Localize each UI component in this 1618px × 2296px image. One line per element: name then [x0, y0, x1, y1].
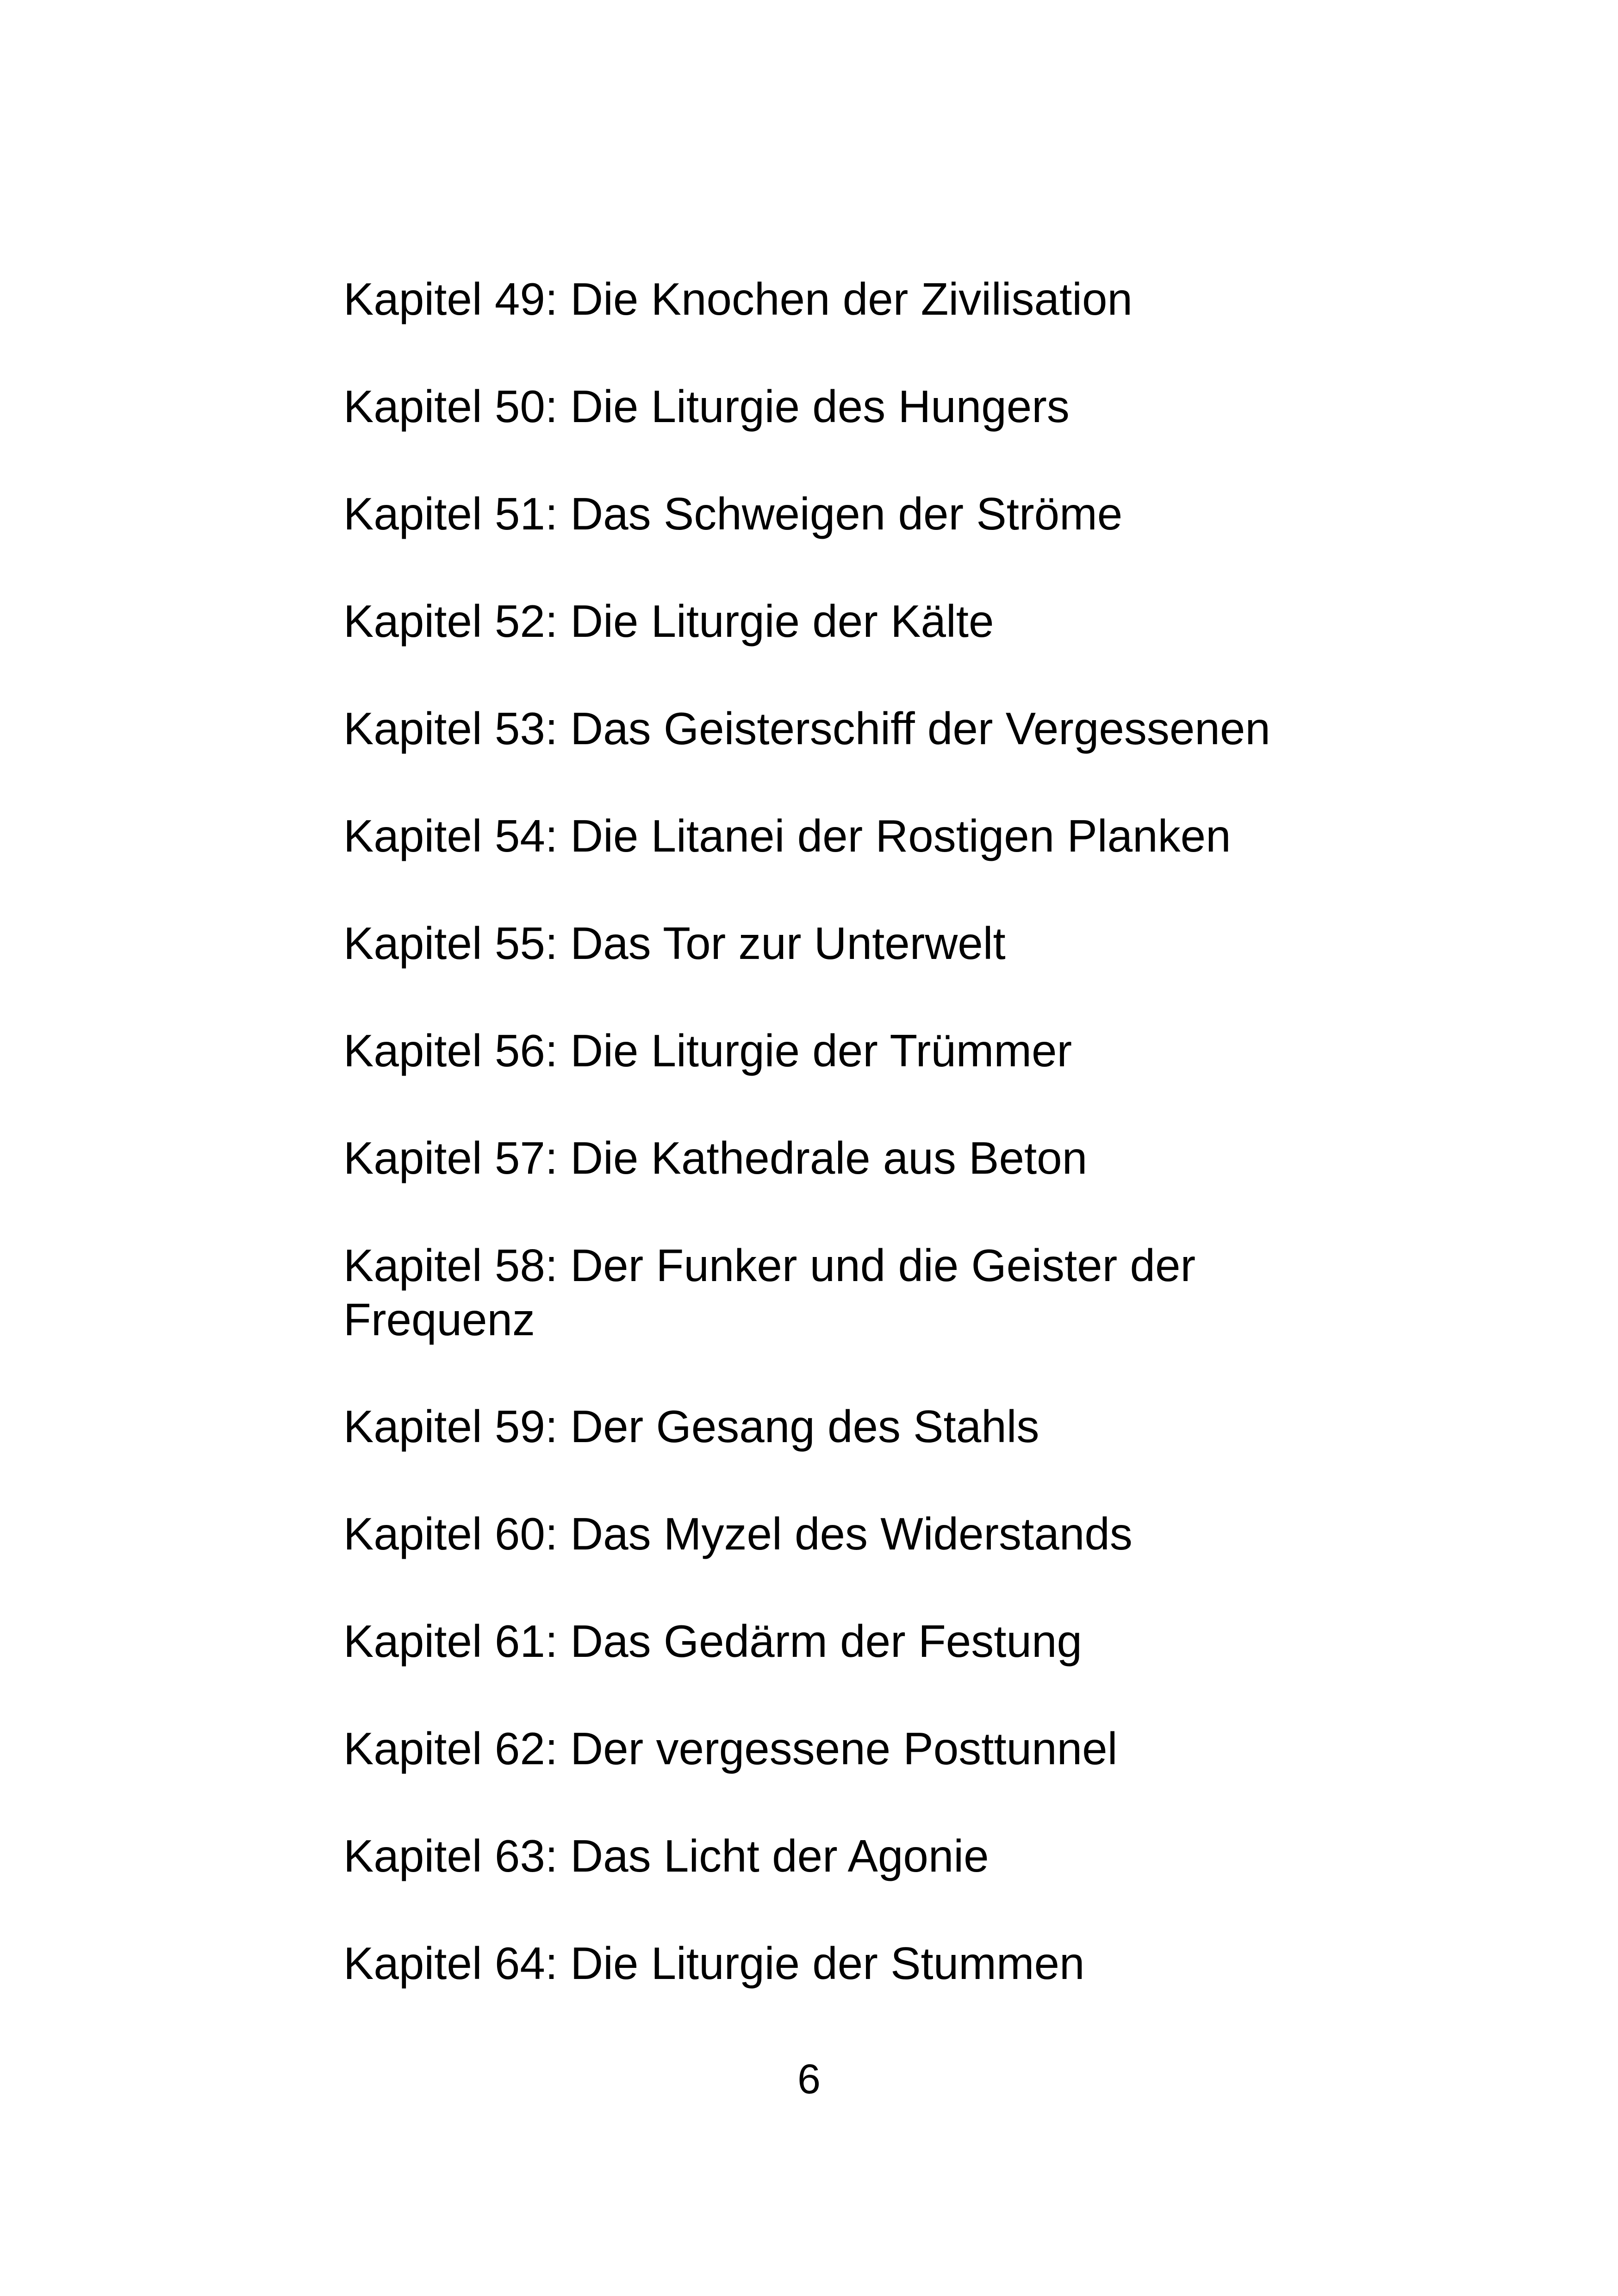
toc-entry-62: Kapitel 62: Der vergessene Posttunnel: [343, 1723, 1118, 1774]
toc-entry-56: Kapitel 56: Die Liturgie der Trümmer: [343, 1025, 1072, 1076]
toc-entry-59: Kapitel 59: Der Gesang des Stahls: [343, 1401, 1039, 1452]
page-number: 6: [797, 2056, 821, 2103]
toc-entry-53: Kapitel 53: Das Geisterschiff der Vergessenen: [343, 703, 1270, 754]
toc-entry-51: Kapitel 51: Das Schweigen der Ströme: [343, 488, 1123, 539]
toc-entry-61: Kapitel 61: Das Gedärm der Festung: [343, 1616, 1083, 1667]
toc-entry-52: Kapitel 52: Die Liturgie der Kälte: [343, 596, 994, 647]
toc-entry-58: Kapitel 58: Der Funker und die Geister der Frequenz: [343, 1240, 1196, 1345]
toc-entry-49: Kapitel 49: Die Knochen der Zivilisation: [343, 274, 1133, 324]
toc-entry-63: Kapitel 63: Das Licht der Agonie: [343, 1830, 989, 1881]
toc-entry-54: Kapitel 54: Die Litanei der Rostigen Planken: [343, 810, 1231, 861]
toc-entry-55: Kapitel 55: Das Tor zur Unterwelt: [343, 918, 1006, 969]
toc-entry-57: Kapitel 57: Die Kathedrale aus Beton: [343, 1132, 1088, 1183]
toc-entry-64: Kapitel 64: Die Liturgie der Stummen: [343, 1938, 1085, 1989]
toc-entry-50: Kapitel 50: Die Liturgie des Hungers: [343, 381, 1070, 432]
toc-entry-60: Kapitel 60: Das Myzel des Widerstands: [343, 1508, 1133, 1559]
